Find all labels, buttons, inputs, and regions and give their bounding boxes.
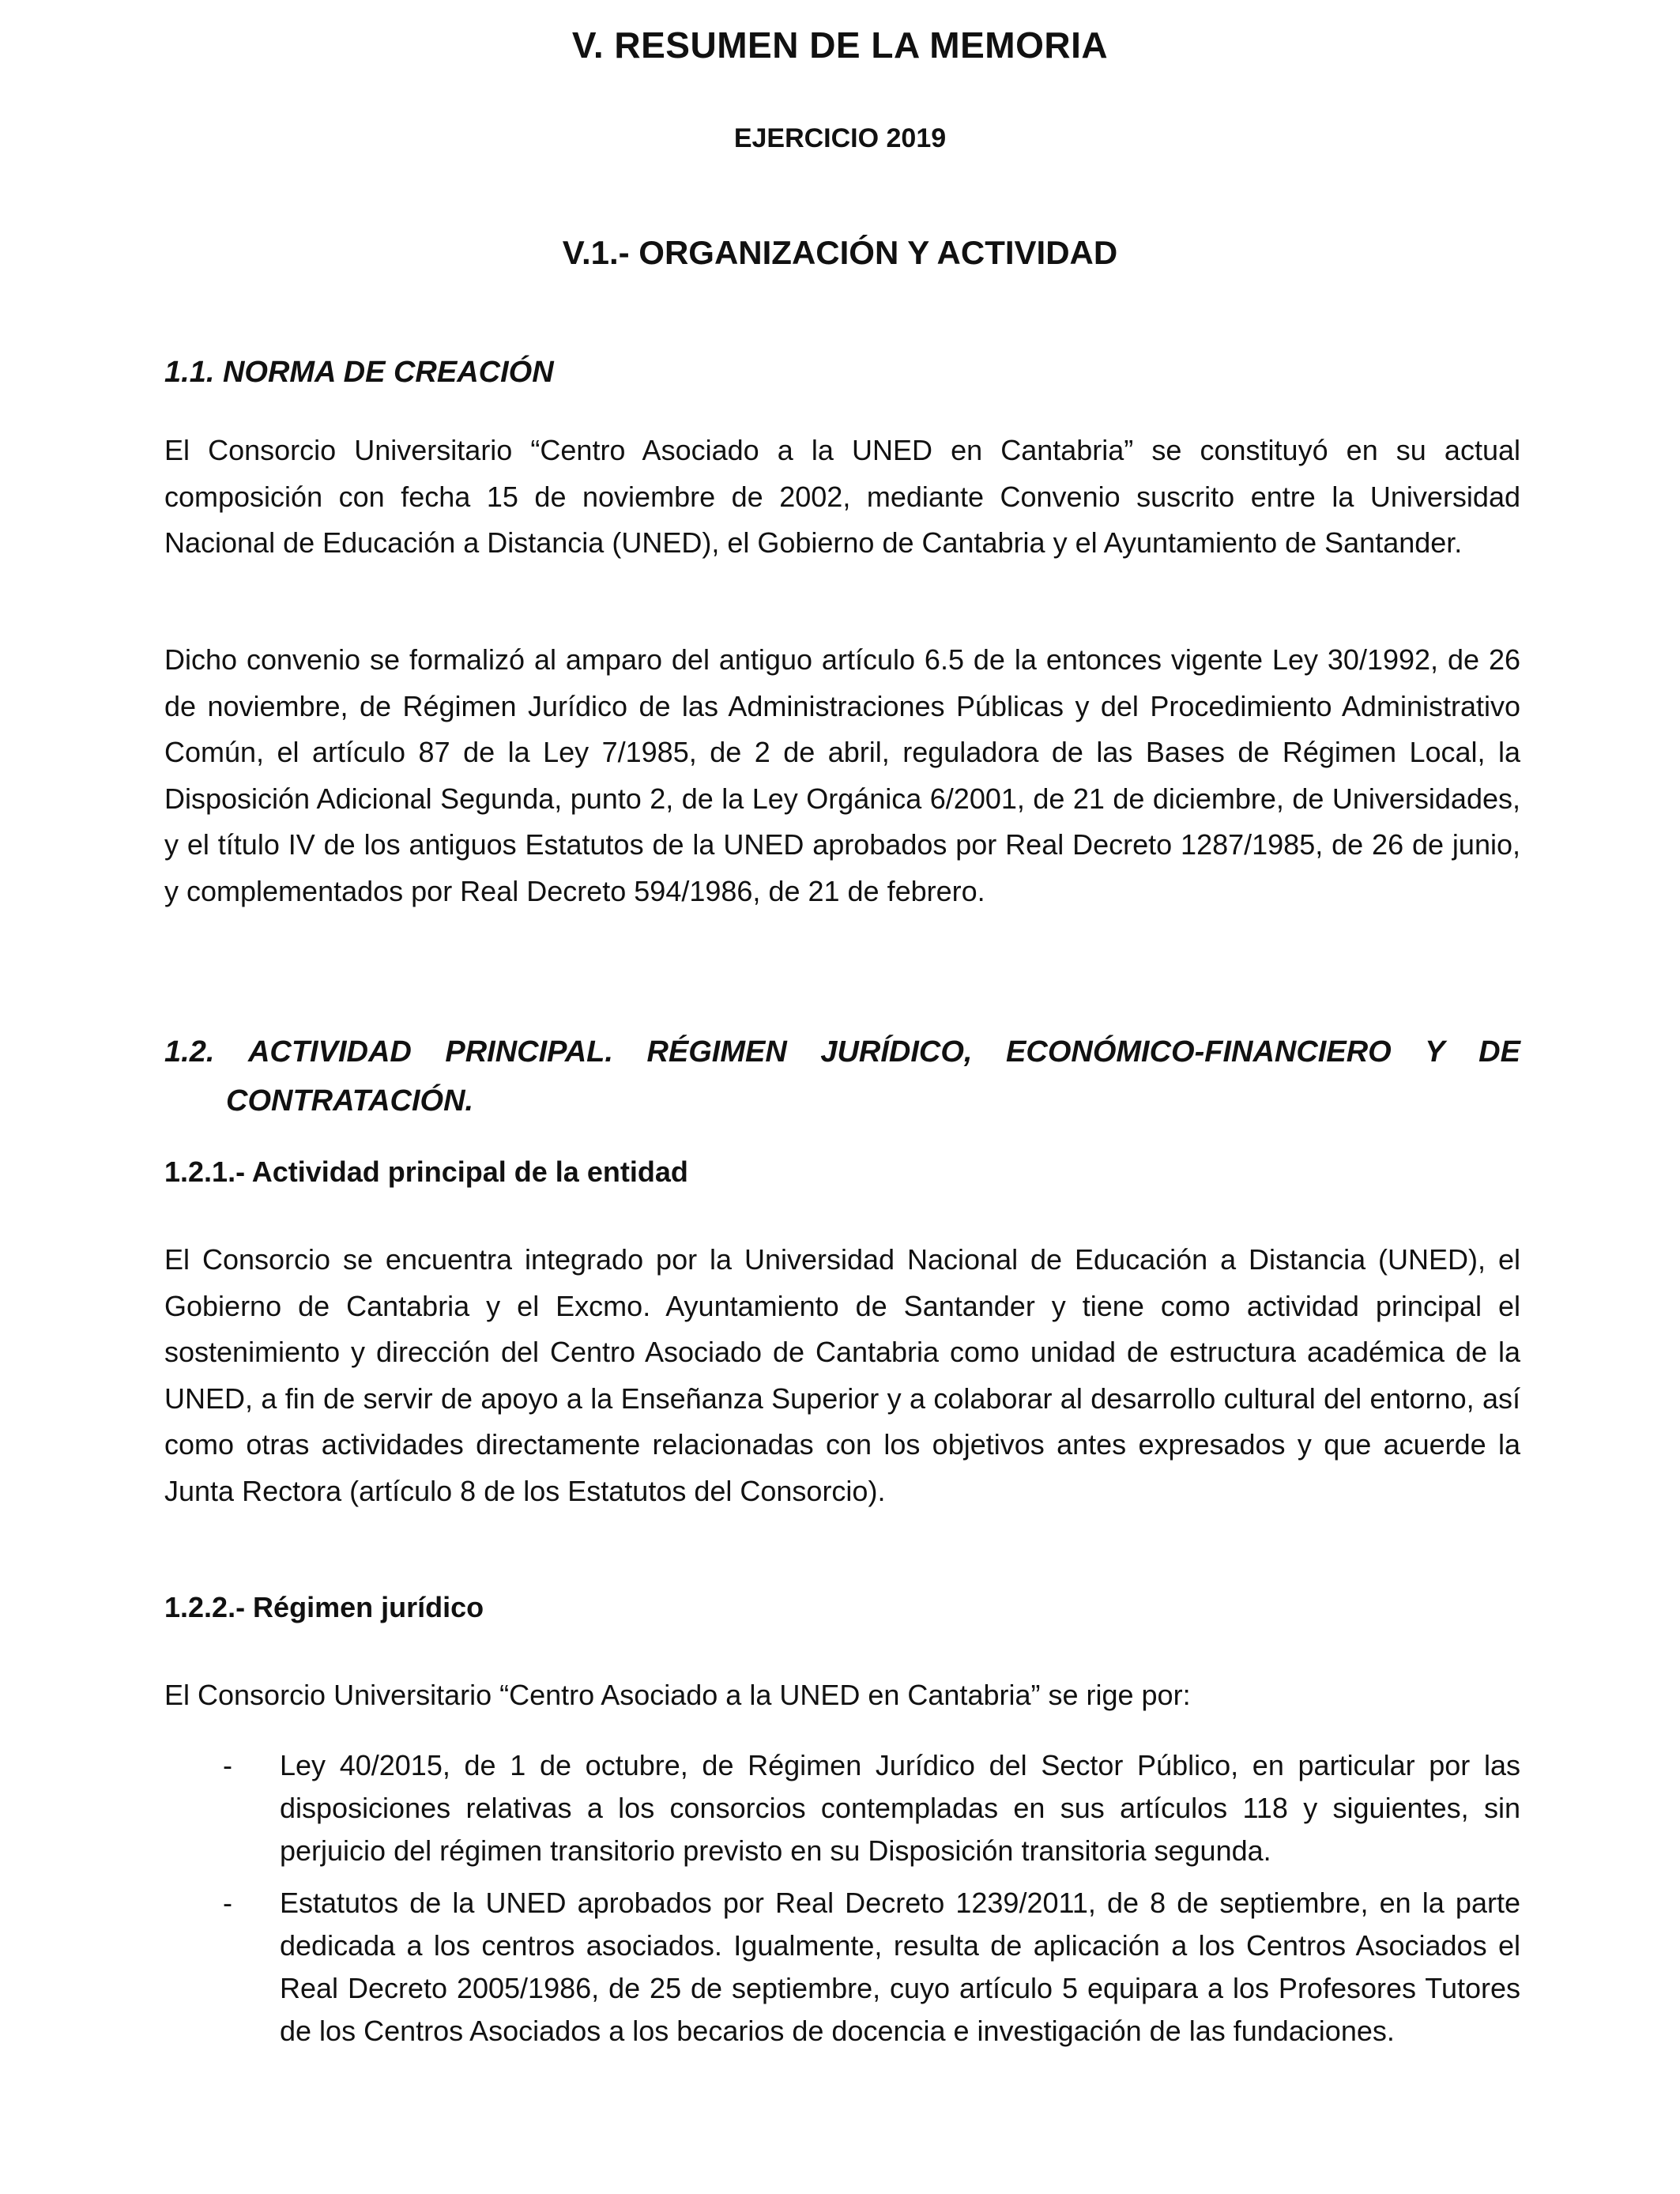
list-dash: -: [223, 1749, 232, 1781]
list-item-text: Estatutos de la UNED aprobados por Real Decreto 1239/2011, de 8 de septiembre, en la parte dedicada a los centros asociados. Igualmente, resulta de aplicación a los Centros Asociados el Real Decreto 2005/1986, de 25 de septiembre, cuyo artículo 5 equipara a los Profesores Tutores de los Centros Asociados a los becarios de docencia e investigación de las fundaciones.: [280, 1887, 1520, 2047]
heading-1-2-line2: CONTRATACIÓN.: [226, 1084, 474, 1118]
document-subtitle: EJERCICIO 2019: [733, 123, 947, 153]
heading-word: Y: [1425, 1035, 1445, 1069]
regimen-list: [164, 1744, 1520, 2053]
heading-1-2: [164, 1027, 1520, 1125]
heading-word: ECONÓMICO-FINANCIERO: [1006, 1035, 1392, 1069]
heading-word: JURÍDICO,: [820, 1035, 973, 1069]
heading-1-2-1: 1.2.1.- Actividad principal de la entidad: [164, 1155, 688, 1188]
list-item: [164, 1744, 1520, 1872]
paragraph-norma-1: El Consorcio Universitario “Centro Asociado a la UNED en Cantabria” se constituyó en su actual composición con fecha 15 de noviembre de 2002, mediante Convenio suscrito entre la Universidad Nacional de Educación a Distancia (UNED), el Gobierno de Cantabria y el Ayuntamiento de Santander.: [164, 434, 1520, 559]
heading-word: 1.2.: [164, 1035, 215, 1069]
list-item: [164, 1882, 1520, 2053]
document-title: V. RESUMEN DE LA MEMORIA: [571, 25, 1109, 66]
heading-word: PRINCIPAL.: [445, 1035, 613, 1069]
paragraph-actividad: El Consorcio se encuentra integrado por la Universidad Nacional de Educación a Distancia (UNED), el Gobierno de Cantabria y el Excmo. Ayuntamiento de Santander y tiene como actividad principal el sostenimiento y dirección del Centro Asociado de Cantabria como unidad de estructura académica de la UNED, a fin de servir de apoyo a la Enseñanza Superior y a colaborar al desarrollo cultural del entorno, así como otras actividades directamente relacionadas con los objetivos antes expresados y que acuerde la Junta Rectora (artículo 8 de los Estatutos del Consorcio).: [164, 1243, 1520, 1507]
heading-word: RÉGIMEN: [646, 1035, 787, 1069]
list-item-text: Ley 40/2015, de 1 de octubre, de Régimen Jurídico del Sector Público, en particular por las disposiciones relativas a los consorcios contempladas en sus artículos 118 y siguientes, sin perjuicio del régimen transitorio previsto en su Disposición transitoria segunda.: [280, 1749, 1520, 1867]
heading-1-1: 1.1. NORMA DE CREACIÓN: [164, 356, 554, 389]
section-title: V.1.- ORGANIZACIÓN Y ACTIVIDAD: [562, 234, 1118, 271]
paragraph-regimen-intro: El Consorcio Universitario “Centro Asociado a la UNED en Cantabria” se rige por:: [164, 1679, 1191, 1711]
heading-word: ACTIVIDAD: [247, 1035, 412, 1069]
heading-1-2-line1: [164, 1027, 1520, 1076]
list-dash: -: [223, 1887, 232, 1919]
heading-1-2-2: 1.2.2.- Régimen jurídico: [164, 1591, 484, 1623]
paragraph-norma-2: Dicho convenio se formalizó al amparo del antiguo artículo 6.5 de la entonces vigente Ley 30/1992, de 26 de noviembre, de Régimen Jurídico de las Administraciones Públicas y del Procedimiento Administrativo Común, el artículo 87 de la Ley 7/1985, de 2 de abril, reguladora de las Bases de Régimen Local, la Disposición Adicional Segunda, punto 2, de la Ley Orgánica 6/2001, de 21 de diciembre, de Universidades, y el título IV de los antiguos Estatutos de la UNED aprobados por Real Decreto 1287/1985, de 26 de junio, y complementados por Real Decreto 594/1986, de 21 de febrero.: [164, 643, 1520, 907]
heading-word: DE: [1478, 1035, 1520, 1069]
